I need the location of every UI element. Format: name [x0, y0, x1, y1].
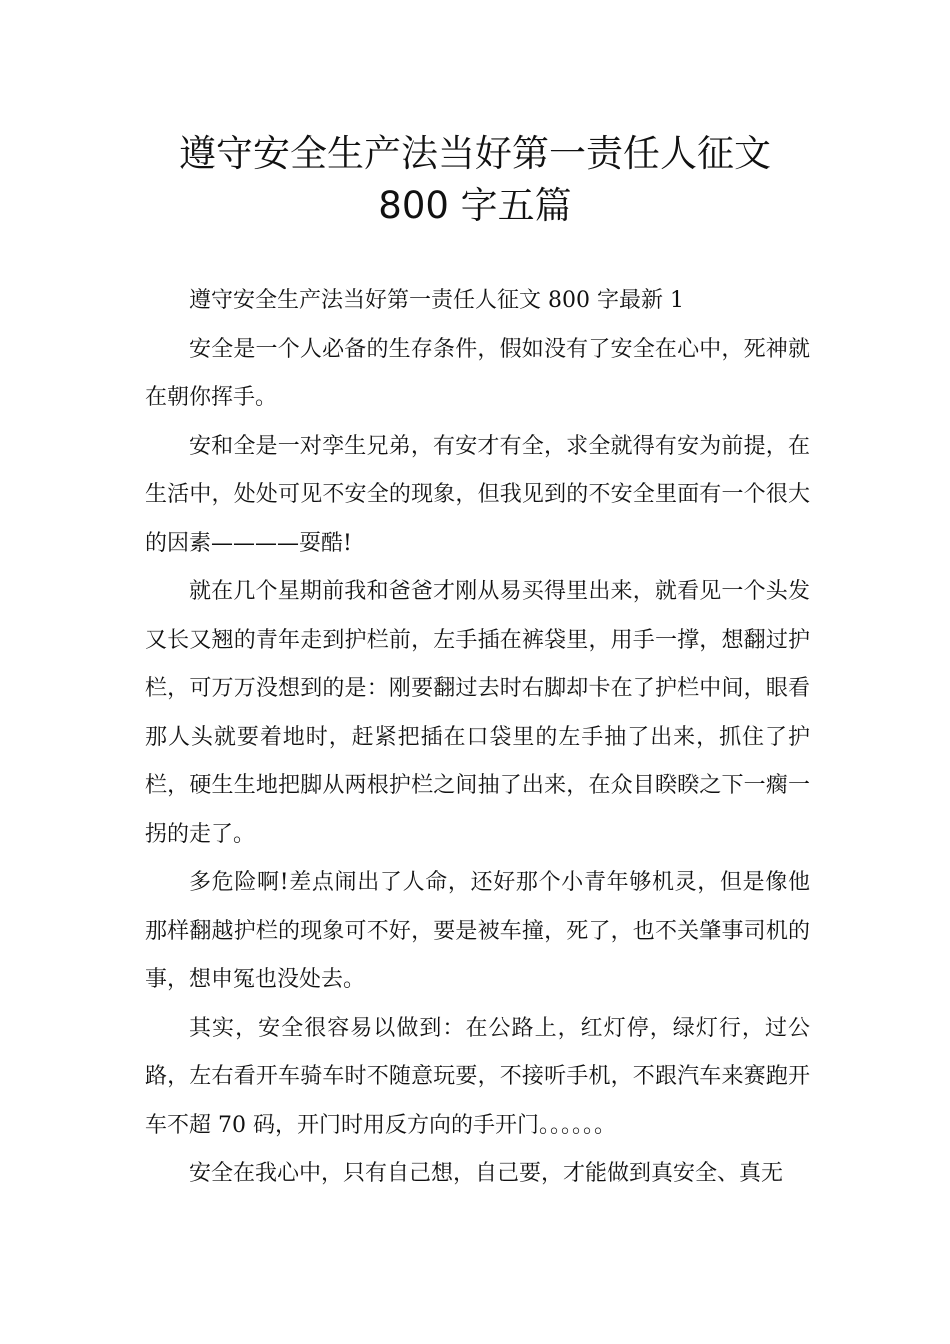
document-body [145, 277, 810, 1199]
paragraph-1: 安全是一个人必备的生存条件，假如没有了安全在心中，死神就在朝你挥手。 [145, 336, 810, 410]
title-line-1: 遵守安全生产法当好第一责任人征文 [179, 132, 771, 175]
paragraph-2: 安和全是一对孪生兄弟，有安才有全，求全就得有安为前提，在生活中，处处可见不安全的现象，但我见到的不安全里面有一个很大的因素————耍酷! [145, 433, 810, 556]
document-title [0, 128, 950, 232]
paragraph-4: 多危险啊!差点闹出了人命，还好那个小青年够机灵，但是像他那样翻越护栏的现象可不好，要是被车撞，死了，也不关肇事司机的事，想申冤也没处去。 [145, 870, 810, 992]
title-line-2: 800 字五篇 [378, 184, 572, 227]
section-heading: 遵守安全生产法当好第一责任人征文 800 字最新 1 [189, 288, 684, 313]
paragraph-3: 就在几个星期前我和爸爸才刚从易买得里出来，就看见一个头发又长又翘的青年走到护栏前，左手插在裤袋里，用手一撑，想翻过护栏，可万万没想到的是：刚要翻过去时右脚却卡在了护栏中间，眼看那人头就要着地时，赶紧把插在口袋里的左手抽了出来，抓住了护栏，硬生生地把脚从两根护栏之间抽了出来，在众目睽睽之下一瘸一拐的走了。 [145, 579, 810, 847]
paragraph-5: 其实，安全很容易以做到：在公路上，红灯停，绿灯行，过公路，左右看开车骑车时不随意玩要，不接听手机，不跟汽车来赛跑开车不超 70 码，开门时用反方向的手开门。。。。。。 [145, 1015, 810, 1138]
paragraph-6: 安全在我心中，只有自己想，自己要，才能做到真安全、真无 [189, 1161, 784, 1186]
